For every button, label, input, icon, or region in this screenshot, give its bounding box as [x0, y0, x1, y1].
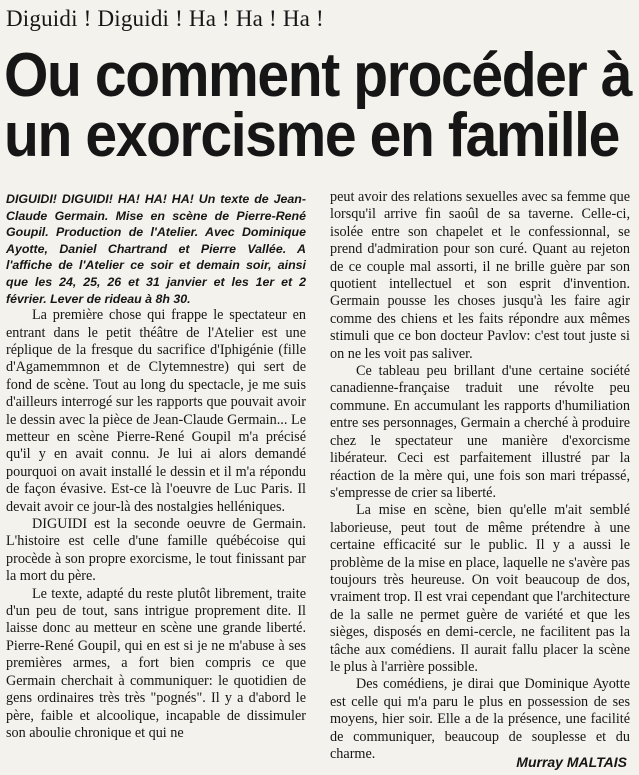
- headline-line-2: un exorcisme en famille: [4, 101, 619, 170]
- paragraph: La mise en scène, bien qu'elle m'ait semblé laborieuse, peut tout de même prétendre à une certaine efficacité sur le public. Il y a aussi le problème de la mise en place, laquelle ne s'avère pas toujours très heureuse. On voit beaucoup de dos, vraiment trop. Il est vrai cependant que l'architecture de la salle ne permet guère de variété et que les sièges, disposés en demi-cercle, ne facilitent pas la tâche aux comédiens. Il aurait fallu placer la scène le plus à l'arrière possible.: [330, 502, 630, 675]
- production-credits: DIGUIDI! DIGUIDI! HA! HA! HA! Un texte de Jean-Claude Germain. Mise en scène de Pierre-René Goupil. Production de l'Atelier. Avec Dominique Ayotte, Daniel Chartrand et Pierre Vallée. A l'affiche de l'Atelier ce soir et demain soir, ainsi que les 24, 25, 26 et 31 janvier et les 1er et 2 février. Lever de rideau à 8h 30.: [6, 192, 306, 306]
- paragraph: Des comédiens, je dirai que Dominique Ayotte est celle qui m'a paru le plus en possession de ses moyens, hier soir. Elle a de la présence, une facilité de communiquer, beaucoup de souplesse et du charme.: [330, 676, 630, 762]
- paragraph: DIGUIDI est la seconde oeuvre de Germain. L'histoire est celle d'une famille québécoise qui procède à son propre exorcisme, le tout finissant par la mort du père.: [6, 516, 306, 585]
- paragraph: peut avoir des relations sexuelles avec sa femme que lorsqu'il arrive fin saoûl de sa taverne. Celle-ci, isolée entre son chapelet et le confessionnal, se prend d'admiration pour son curé. Quant au rejeton de ce couple mal assorti, il ne brille guère par son quotient intellectuel et son esprit d'invention. Germain pousse les choses jusqu'à les faire agir comme des chiens et les faits répondre aux mêmes stimuli que ce bon docteur Pavlov: c'est tout juste si on ne les voit pas saliver.: [330, 189, 630, 362]
- headline-line-1: Ou comment procéder à: [4, 41, 632, 110]
- byline: Murray MALTAIS: [516, 754, 627, 770]
- right-column: [330, 189, 630, 763]
- left-column: [6, 191, 306, 742]
- paragraph: Le texte, adapté du reste plutôt librement, traite d'un peu de tout, sans intrigue proprement dite. Il laisse donc au metteur en scène une grande liberté. Pierre-René Goupil, qui en est si je ne m'abuse à ses premières armes, a fort bien compris ce que Germain cherchait à communiquer: le quotidien de gens ordinaires très très "pognés". Il y a d'abord le père, faible et alcoolique, incapable de dissimuler son aboulie chronique et qui ne: [6, 585, 306, 741]
- kicker: Diguidi ! Diguidi ! Ha ! Ha ! Ha !: [6, 6, 324, 31]
- paragraph: Ce tableau peu brillant d'une certaine société canadienne-française traduit une révolte peu commune. En accumulant les rapports d'humiliation entre ses personnages, Germain a cherché à produire chez le spectateur une manière d'exorcisme libérateur. Ceci est parfaitement illustré par la réaction de la mère qui, une fois son mari trépassé, s'empresse de crier sa liberté.: [330, 363, 630, 501]
- headline: [4, 41, 632, 170]
- paragraph: La première chose qui frappe le spectateur en entrant dans le petit théâtre de l'Atelier est une réplique de la fresque du sacrifice d'Iphigénie (fille d'Agamemmnon et de Clytemnestre) qui sert de fond de scène. Tout au long du spectacle, je me suis d'ailleurs interrogé sur les rapports que pouvait avoir le dessin avec la pièce de Jean-Claude Germain... Le metteur en scène Pierre-René Goupil m'a précisé qu'il y en avait connu. Je lui ai alors demandé pourquoi on avait installé le dessin et il m'a répondu de façon évasive. Est-ce là l'oeuvre de Luc Paris. Il devait avoir ce jour-là des nostalgies helléniques.: [6, 307, 306, 515]
